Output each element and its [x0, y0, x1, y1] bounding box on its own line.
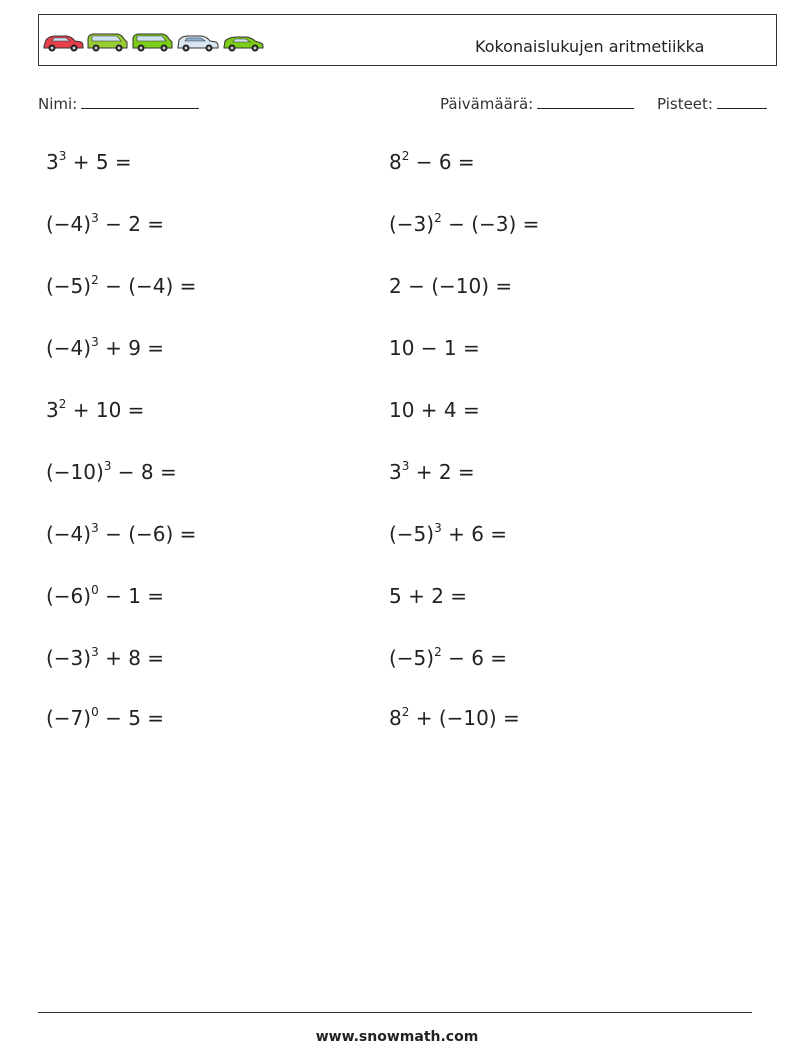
problem-item: $(-3)^3 + 8$ = — [46, 645, 165, 670]
name-blank[interactable] — [81, 94, 199, 109]
problem-item: $3^3 + 2$ = — [389, 459, 475, 484]
problem-item: $(-7)^0 - 5$ = — [46, 705, 165, 730]
problem-item: $(-5)^2 - 6$ = — [389, 645, 508, 670]
problem-item: $(-10)^3 - 8$ = — [46, 459, 177, 484]
problem-item: 2 − (−10) = — [389, 274, 513, 298]
worksheet-header — [38, 14, 777, 66]
problem-item: $(-4)^3 + 9$ = — [46, 335, 165, 360]
problem-item: $(-5)^3 + 6$ = — [389, 521, 508, 546]
problem-item: $(-4)^3 - (-6)$ = — [46, 521, 197, 546]
date-field — [440, 94, 634, 113]
score-field — [657, 94, 767, 113]
score-blank[interactable] — [717, 94, 767, 109]
problem-item: 10 + 4 = — [389, 398, 480, 422]
white-suv-icon — [176, 31, 219, 53]
problem-item: 5 + 2 = — [389, 584, 468, 608]
worksheet-title: Kokonaislukujen aritmetiikka — [475, 37, 705, 56]
date-blank[interactable] — [537, 94, 634, 109]
problem-item: 10 − 1 = — [389, 336, 480, 360]
problem-item: $8^2 + (-10)$ = — [389, 705, 520, 730]
problem-item: $8^2 - 6$ = — [389, 149, 475, 174]
date-label: Päivämäärä: — [440, 95, 534, 113]
green-van-icon — [86, 31, 129, 53]
green-minivan-icon — [131, 31, 174, 53]
car-icons — [41, 31, 264, 53]
green-hatchback-icon — [221, 31, 264, 53]
footer-site-link[interactable]: www.snowmath.com — [315, 1029, 479, 1045]
problem-item: $(-6)^0 - 1$ = — [46, 583, 165, 608]
name-field — [38, 94, 199, 113]
problem-item: $(-5)^2 - (-4)$ = — [46, 273, 197, 298]
name-label: Nimi: — [38, 95, 78, 113]
problem-item: $(-4)^3 - 2$ = — [46, 211, 165, 236]
red-car-icon — [41, 31, 84, 53]
problem-item: $(-3)^2 - (-3)$ = — [389, 211, 540, 236]
problem-item: $3^2 + 10$ = — [46, 397, 145, 422]
footer-divider — [38, 1012, 752, 1013]
problem-item: $3^3 + 5$ = — [46, 149, 132, 174]
score-label: Pisteet: — [657, 95, 713, 113]
